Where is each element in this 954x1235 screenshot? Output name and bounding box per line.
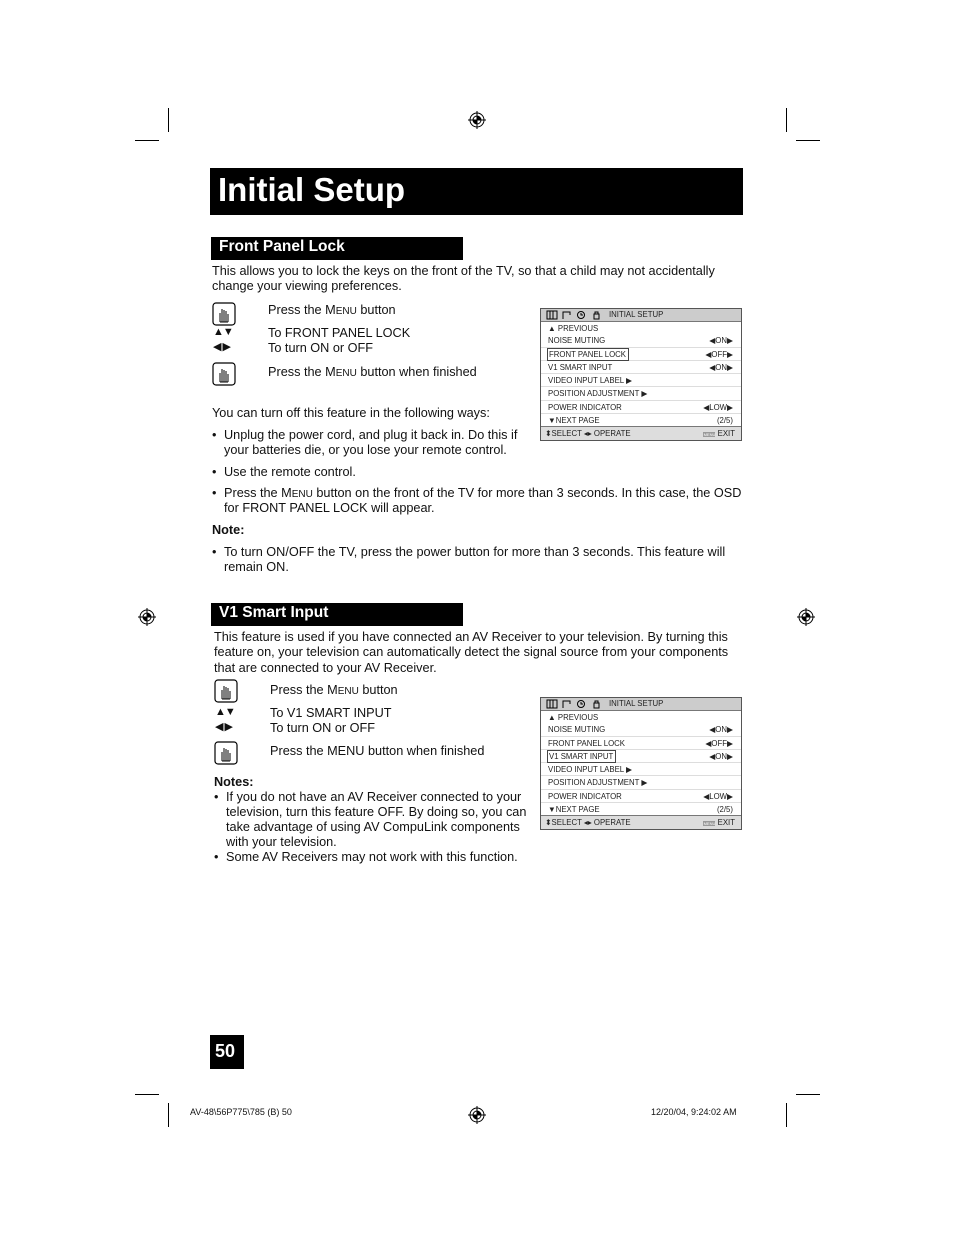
page-title: Initial Setup [218, 171, 406, 208]
page-number: 50 [215, 1041, 236, 1061]
bullet-continuation: your batteries die, or you lose your remote control. [224, 443, 507, 457]
osd-item-noise-muting[interactable]: NOISE MUTING ◀ON▶ [541, 334, 741, 347]
section-heading-bar [211, 603, 463, 626]
intro-line: change your viewing preferences. [212, 279, 402, 293]
intro-line: that are connected to your AV Receiver. [214, 661, 437, 675]
bullet-continuation: for FRONT PANEL LOCK will appear. [224, 501, 435, 515]
crop-mark [168, 108, 169, 132]
footer-timestamp: 12/20/04, 9:24:02 AM [651, 1107, 737, 1117]
intro-line: This feature is used if you have connected an AV Receiver to your television. By turning this [214, 630, 728, 644]
note-label: Note: [212, 523, 245, 537]
osd-tab-icons [546, 699, 606, 709]
hand-press-icon [214, 741, 238, 765]
step-text: Press the MENU button [270, 683, 398, 697]
osd-tab-icons [546, 310, 606, 320]
footer-file-info: AV-48\56P775\785 (B) 50 [190, 1107, 292, 1117]
crop-mark [786, 108, 787, 132]
osd-menu [540, 308, 742, 441]
page-number-box [210, 1035, 244, 1069]
osd-item-v1-smart-input[interactable]: V1 SMART INPUT ◀ON▶ [541, 361, 741, 374]
hand-press-icon [212, 302, 236, 326]
hand-press-icon [214, 679, 238, 703]
osd-item-power-indicator[interactable]: POWER INDICATOR ◀LOW▶ [541, 790, 741, 803]
osd-footer: ⬍SELECT ◂▸ OPERATE MENU EXIT [541, 815, 741, 829]
bullet-continuation: remain ON. [224, 560, 289, 574]
osd-next-page[interactable]: ▼NEXT PAGE (2/5) [548, 416, 733, 426]
registration-mark-icon [138, 608, 156, 626]
intro-line: feature on, your television can automatically detect the signal source from your components [214, 645, 729, 659]
osd-title: INITIAL SETUP [609, 310, 664, 319]
step-text: Press the MENU button when finished [270, 744, 485, 758]
notes-label: Notes: [214, 775, 254, 789]
osd-item-front-panel-lock[interactable]: FRONT PANEL LOCK ◀OFF▶ [541, 737, 741, 750]
osd-item-position-adjustment[interactable]: POSITION ADJUSTMENT ▶ [541, 776, 741, 789]
step-text: To V1 SMART INPUT [270, 706, 392, 720]
osd-item-video-input-label[interactable]: VIDEO INPUT LABEL ▶ [541, 763, 741, 776]
osd-header [541, 309, 741, 322]
osd-header [541, 698, 741, 711]
registration-mark-icon [468, 111, 486, 129]
crop-mark [796, 1094, 820, 1095]
osd-menu [540, 697, 742, 830]
menu-key-icon: MENU [703, 821, 716, 827]
left-right-arrows-icon: ◀ ▶ [215, 721, 232, 733]
section-heading-bar [211, 237, 463, 260]
step-text: To FRONT PANEL LOCK [268, 326, 411, 340]
crop-mark [135, 1094, 159, 1095]
osd-item-v1-smart-input[interactable]: V1 SMART INPUT ◀ON▶ [541, 750, 741, 763]
step-text: Press the MENU button when finished [268, 365, 477, 379]
crop-mark [168, 1103, 169, 1127]
section-heading: Front Panel Lock [219, 238, 345, 255]
osd-previous[interactable]: ▲ PREVIOUS [548, 713, 599, 722]
step-text: To turn ON or OFF [268, 341, 374, 355]
osd-item-position-adjustment[interactable]: POSITION ADJUSTMENT ▶ [541, 387, 741, 400]
hand-press-icon [212, 362, 236, 386]
registration-mark-icon [468, 1106, 486, 1124]
body-text: You can turn off this feature in the following ways: [212, 406, 490, 420]
crop-mark [135, 140, 159, 141]
osd-previous[interactable]: ▲ PREVIOUS [548, 324, 599, 333]
intro-line: This allows you to lock the keys on the front of the TV, so that a child may not accidentally [212, 264, 715, 278]
osd-title: INITIAL SETUP [609, 699, 664, 708]
crop-mark [786, 1103, 787, 1127]
menu-key-icon: MENU [703, 432, 716, 438]
registration-mark-icon [797, 608, 815, 626]
osd-item-noise-muting[interactable]: NOISE MUTING ◀ON▶ [541, 723, 741, 736]
osd-next-page[interactable]: ▼NEXT PAGE (2/5) [548, 805, 733, 815]
crop-mark [796, 140, 820, 141]
bullet-continuation: television, turn this feature OFF. By doing so, you can [226, 805, 527, 819]
osd-item-video-input-label[interactable]: VIDEO INPUT LABEL ▶ [541, 374, 741, 387]
up-down-arrows-icon: ▲▼ [215, 706, 235, 718]
step-text: To turn ON or OFF [270, 721, 376, 735]
osd-item-power-indicator[interactable]: POWER INDICATOR ◀LOW▶ [541, 401, 741, 414]
osd-footer: ⬍SELECT ◂▸ OPERATE MENU EXIT [541, 426, 741, 440]
section-heading: V1 Smart Input [219, 604, 329, 621]
left-right-arrows-icon: ◀ ▶ [213, 341, 230, 353]
bullet-continuation: take advantage of using AV CompuLink components [226, 820, 520, 834]
step-text: Press the MENU button [268, 303, 396, 317]
bullet-continuation: with your television. [226, 835, 337, 849]
page-title-bar [210, 168, 743, 215]
osd-item-front-panel-lock[interactable]: FRONT PANEL LOCK ◀OFF▶ [541, 348, 741, 361]
up-down-arrows-icon: ▲▼ [213, 326, 233, 338]
